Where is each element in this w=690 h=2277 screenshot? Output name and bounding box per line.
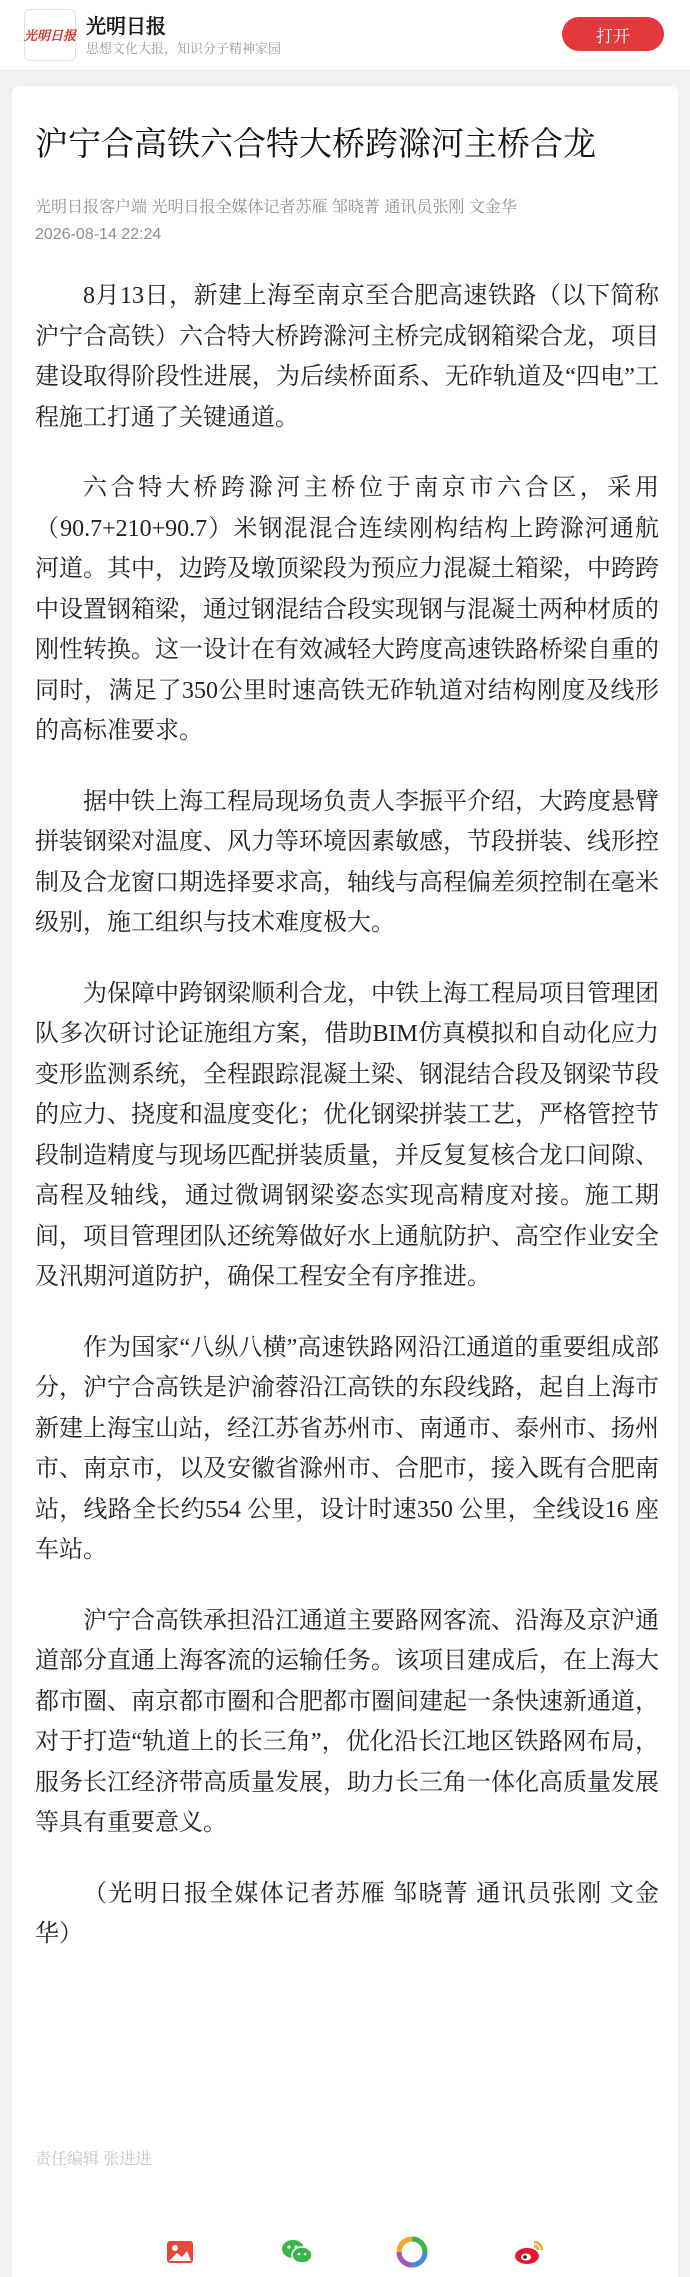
article-source: 光明日报客户端 光明日报全媒体记者苏雁 邹晓菁 通讯员张刚 文金华: [35, 199, 517, 216]
app-name: 光明日报: [86, 16, 166, 38]
svg-text:光明日报: 光明日报: [23, 28, 77, 43]
open-app-button[interactable]: 打开: [562, 17, 664, 51]
wechat-icon[interactable]: [280, 2236, 312, 2268]
article-body: [35, 276, 659, 1985]
share-bar: [12, 2236, 678, 2277]
article-title: 沪宁合高铁六合特大桥跨滁河主桥合龙: [35, 127, 596, 163]
logo-calligraphy: [23, 25, 77, 45]
article-paragraph: 沪宁合高铁承担沿江通道主要路网客流、沿海及京沪通道部分直通上海客流的运输任务。该项目建成后，在上海大都市圈、南京都市圈和合肥都市圈间建起一条快速新通道，对于打造“轨道上的长三角”，优化沿长江地区铁路网布局，服务长江经济带高质量发展，助力长三角一体化高质量发展等具有重要意义。: [35, 1607, 659, 1836]
weibo-icon[interactable]: [512, 2236, 544, 2268]
app-download-banner: [0, 0, 690, 71]
image-share-icon[interactable]: [164, 2236, 196, 2268]
article-paragraph: 8月13日，新建上海至南京至合肥高速铁路（以下简称沪宁合高铁）六合特大桥跨滁河主桥完成钢箱梁合龙，项目建设取得阶段性进展，为后续桥面系、无砟轨道及“四电”工程施工打通了关键通道。: [35, 283, 659, 431]
article-paragraph: 据中铁上海工程局现场负责人李振平介绍，大跨度悬臂拼装钢梁对温度、风力等环境因素敏感，节段拼装、线形控制及合龙窗口期选择要求高，轴线与高程偏差须控制在毫米级别，施工组织与技术难度极大。: [35, 788, 659, 936]
article-paragraph: 为保障中跨钢梁顺利合龙，中铁上海工程局项目管理团队多次研讨论证施组方案，借助BIM仿真模拟和自动化应力变形监测系统，全程跟踪混凝土梁、钢混结合段及钢梁节段的应力、挠度和温度变化；优化钢梁拼装工艺，严格管控节段制造精度与现场匹配拼装质量，并反复复核合龙口间隙、高程及轴线，通过微调钢梁姿态实现高精度对接。施工期间，项目管理团队还统筹做好水上通航防护、高空作业安全及汛期河道防护，确保工程安全有序推进。: [35, 980, 659, 1290]
moments-icon[interactable]: [396, 2236, 428, 2268]
article-paragraph: 六合特大桥跨滁河主桥位于南京市六合区，采用（90.7+210+90.7）米钢混混合连续刚构结构上跨滁河通航河道。其中，边跨及墩顶梁段为预应力混凝土箱梁，中跨跨中设置钢箱梁，通过钢混结合段实现钢与混凝土两种材质的刚性转换。这一设计在有效减轻大跨度高速铁路桥梁自重的同时，满足了350公里时速高铁无砟轨道对结构刚度及线形的高标准要求。: [35, 475, 659, 744]
article-paragraph: 作为国家“八纵八横”高速铁路网沿江通道的重要组成部分，沪宁合高铁是沪渝蓉沿江高铁的东段线路，起自上海市新建上海宝山站，经江苏省苏州市、南通市、泰州市、扬州市、南京市，以及安徽省滁州市、合肥市，接入既有合肥南站，线路全长约554 公里，设计时速350 公里，全线设16 座车站。: [35, 1334, 659, 1563]
article-datetime: 2026-08-14 22:24: [35, 226, 162, 243]
article-byline: （光明日报全媒体记者苏雁 邹晓菁 通讯员张刚 文金华）: [35, 1880, 659, 1947]
article-card: [12, 86, 678, 2277]
app-slogan: 思想文化大报，知识分子精神家园: [86, 41, 282, 56]
responsible-editor: 责任编辑 张进进: [35, 2151, 152, 2168]
guangming-daily-logo: [24, 9, 76, 61]
